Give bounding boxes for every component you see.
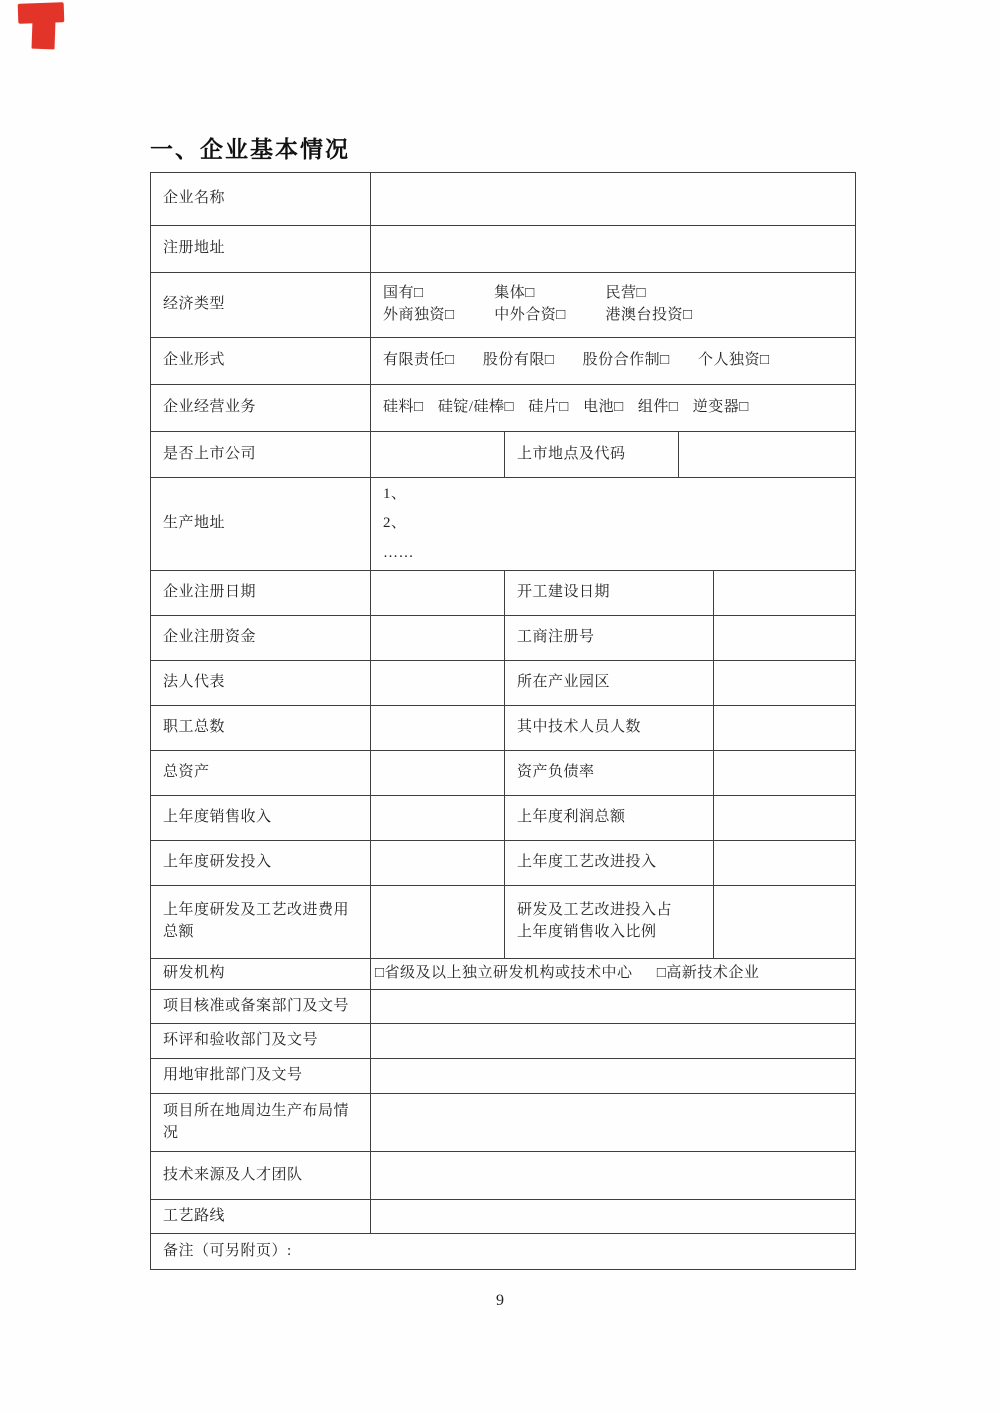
last-year-rd-label: 上年度研发投入 bbox=[151, 841, 371, 886]
production-address-line: 1、 bbox=[383, 486, 407, 503]
row-business-lines bbox=[151, 385, 856, 432]
rd-investment-ratio-value-cell bbox=[714, 886, 856, 959]
last-year-profit-label: 上年度利润总额 bbox=[505, 796, 714, 841]
technical-personnel-value-cell bbox=[714, 706, 856, 751]
registered-address-value-cell bbox=[371, 226, 856, 273]
row-tech-source bbox=[151, 1152, 856, 1200]
row-enterprise-form bbox=[151, 338, 856, 385]
registered-address-label: 注册地址 bbox=[151, 226, 371, 273]
enterprise-name-value-cell bbox=[371, 173, 856, 226]
checkbox-option: □高新技术企业 bbox=[656, 965, 760, 982]
registration-date-label: 企业注册日期 bbox=[151, 571, 371, 616]
checkbox-option: 逆变器□ bbox=[692, 399, 749, 416]
registered-capital-label: 企业注册资金 bbox=[151, 616, 371, 661]
checkbox-option: 硅片□ bbox=[528, 399, 569, 416]
row-registration-date bbox=[151, 571, 856, 616]
economic-type-options-cell bbox=[371, 273, 856, 338]
checkbox-option: 港澳台投资□ bbox=[605, 307, 693, 323]
enterprise-form-options-cell bbox=[371, 338, 856, 385]
row-process-route bbox=[151, 1200, 856, 1234]
row-rd-expense-total bbox=[151, 886, 856, 959]
red-stamp-mark-part bbox=[31, 19, 55, 49]
production-address-value-cell bbox=[371, 478, 856, 571]
row-remarks bbox=[151, 1234, 856, 1270]
rd-institution-options-cell bbox=[371, 959, 856, 990]
total-employees-label: 职工总数 bbox=[151, 706, 371, 751]
economic-type-label: 经济类型 bbox=[151, 273, 371, 338]
checkbox-option: 国有□ bbox=[383, 285, 424, 302]
row-production-address bbox=[151, 478, 856, 571]
enterprise-form-label: 企业形式 bbox=[151, 338, 371, 385]
enterprise-name-label: 企业名称 bbox=[151, 173, 371, 226]
construction-start-label: 开工建设日期 bbox=[505, 571, 714, 616]
total-employees-value-cell bbox=[371, 706, 505, 751]
checkbox-option: 有限责任□ bbox=[383, 352, 455, 369]
rd-investment-ratio-label: 研发及工艺改进投入占上年度销售收入比例 bbox=[505, 886, 714, 959]
listing-place-code-label: 上市地点及代码 bbox=[505, 432, 679, 478]
checkbox-option: 股份合作制□ bbox=[582, 352, 670, 369]
last-year-rd-value-cell bbox=[371, 841, 505, 886]
surrounding-layout-label: 项目所在地周边生产布局情况 bbox=[151, 1094, 371, 1152]
row-rd-institution bbox=[151, 959, 856, 990]
checkbox-option: 硅料□ bbox=[383, 399, 424, 416]
page-number: 9 bbox=[496, 1292, 504, 1309]
total-assets-value-cell bbox=[371, 751, 505, 796]
process-route-label: 工艺路线 bbox=[151, 1200, 371, 1234]
technical-personnel-label: 其中技术人员人数 bbox=[505, 706, 714, 751]
rd-expense-total-label: 上年度研发及工艺改进费用总额 bbox=[151, 886, 371, 959]
registration-date-value-cell bbox=[371, 571, 505, 616]
checkbox-option: 个人独资□ bbox=[697, 352, 770, 369]
checkbox-option: 组件□ bbox=[637, 399, 679, 416]
debt-ratio-label: 资产负债率 bbox=[505, 751, 714, 796]
legal-representative-label: 法人代表 bbox=[151, 661, 371, 706]
row-registered-capital bbox=[151, 616, 856, 661]
construction-start-value-cell bbox=[714, 571, 856, 616]
checkbox-option: 硅锭/硅棒□ bbox=[437, 399, 515, 416]
legal-representative-value-cell bbox=[371, 661, 505, 706]
business-lines-label: 企业经营业务 bbox=[151, 385, 371, 432]
surrounding-layout-value-cell bbox=[371, 1094, 856, 1152]
row-env-acceptance bbox=[151, 1024, 856, 1059]
debt-ratio-value-cell bbox=[714, 751, 856, 796]
production-address-label: 生产地址 bbox=[151, 478, 371, 571]
listing-place-code-value-cell bbox=[679, 432, 856, 478]
row-last-year-sales bbox=[151, 796, 856, 841]
checkbox-option: 外商独资□ bbox=[383, 307, 455, 323]
row-project-approval bbox=[151, 990, 856, 1024]
checkbox-option: 电池□ bbox=[583, 399, 624, 416]
industrial-park-label: 所在产业园区 bbox=[505, 661, 714, 706]
tech-source-value-cell bbox=[371, 1152, 856, 1200]
total-assets-label: 总资产 bbox=[151, 751, 371, 796]
project-approval-label: 项目核准或备案部门及文号 bbox=[151, 990, 371, 1024]
industrial-park-value-cell bbox=[714, 661, 856, 706]
business-registration-number-label: 工商注册号 bbox=[505, 616, 714, 661]
process-route-value-cell bbox=[371, 1200, 856, 1234]
land-approval-label: 用地审批部门及文号 bbox=[151, 1059, 371, 1094]
row-economic-type bbox=[151, 273, 856, 338]
row-land-approval bbox=[151, 1059, 856, 1094]
land-approval-value-cell bbox=[371, 1059, 856, 1094]
listed-company-value-cell bbox=[371, 432, 505, 478]
economic-type-options-line1 bbox=[383, 283, 849, 305]
row-total-assets bbox=[151, 751, 856, 796]
checkbox-option: 股份有限□ bbox=[482, 352, 555, 369]
listed-company-label: 是否上市公司 bbox=[151, 432, 371, 478]
business-lines-options-cell bbox=[371, 385, 856, 432]
env-acceptance-value-cell bbox=[371, 1024, 856, 1059]
red-stamp-mark bbox=[18, 3, 64, 49]
rd-expense-total-value-cell bbox=[371, 886, 505, 959]
env-acceptance-label: 环评和验收部门及文号 bbox=[151, 1024, 371, 1059]
remarks-label-cell: 备注（可另附页）: bbox=[151, 1234, 856, 1270]
rd-institution-label: 研发机构 bbox=[151, 959, 371, 990]
production-address-line: …… bbox=[383, 544, 414, 561]
registered-capital-value-cell bbox=[371, 616, 505, 661]
business-registration-number-value-cell bbox=[714, 616, 856, 661]
row-enterprise-name bbox=[151, 173, 856, 226]
checkbox-option: 民营□ bbox=[605, 285, 647, 302]
row-listed-company bbox=[151, 432, 856, 478]
process-improvement-investment-label: 上年度工艺改进投入 bbox=[505, 841, 714, 886]
tech-source-label: 技术来源及人才团队 bbox=[151, 1152, 371, 1200]
row-total-employees bbox=[151, 706, 856, 751]
row-legal-representative bbox=[151, 661, 856, 706]
last-year-sales-label: 上年度销售收入 bbox=[151, 796, 371, 841]
row-registered-address bbox=[151, 226, 856, 273]
row-surrounding-layout bbox=[151, 1094, 856, 1152]
checkbox-option: □省级及以上独立研发机构或技术中心 bbox=[375, 965, 633, 982]
project-approval-value-cell bbox=[371, 990, 856, 1024]
enterprise-info-table bbox=[150, 172, 856, 1270]
row-last-year-rd bbox=[151, 841, 856, 886]
process-improvement-investment-value-cell bbox=[714, 841, 856, 886]
checkbox-option: 集体□ bbox=[494, 285, 535, 302]
last-year-profit-value-cell bbox=[714, 796, 856, 841]
production-address-line: 2、 bbox=[383, 515, 407, 532]
checkbox-option: 中外合资□ bbox=[494, 307, 566, 323]
economic-type-options-line2 bbox=[383, 305, 849, 327]
last-year-sales-value-cell bbox=[371, 796, 505, 841]
section-title: 一、企业基本情况 bbox=[150, 136, 350, 162]
